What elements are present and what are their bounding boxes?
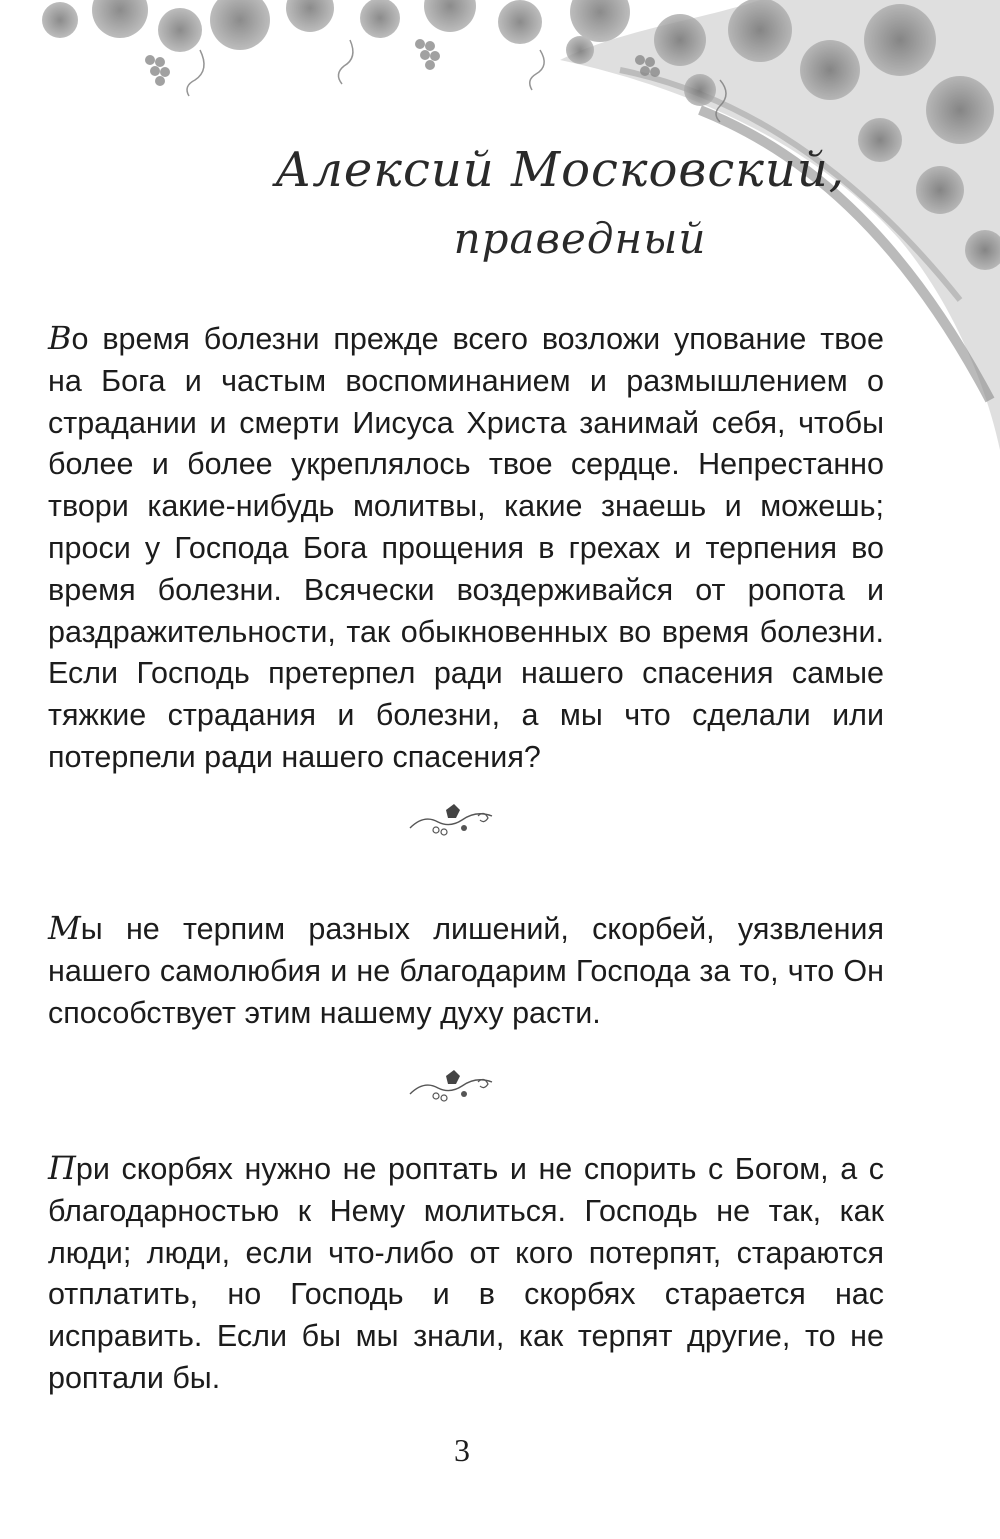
paragraph-3 [48, 1148, 884, 1400]
paragraph-text: о время болезни прежде всего возложи упование твое на Бога и частым воспоминанием и размышлением о страдании и смерти Иисуса Христа занимай себя, чтобы более и более укреплялось твое сердце. Непрестанно твори какие-нибудь молитвы, какие знаешь и можешь; проси у Господа Бога прощения в грехах и терпения во время болезни. Всячески воздерживайся от ропота и раздражительности, так обыкновенных во время болезни. Если Господь претерпел ради нашего спасения самые тяжкие страдания и болезни, а мы что сделали или потерпели ради нашего спасения? [48, 322, 884, 774]
paragraph-initial: П [48, 1149, 76, 1187]
paragraph-text: ри скорбях нужно не роптать и не спорить с Богом, а с благодарностью к Нему молиться. Господь не так, как люди; люди, если что-либо от кого потерпят, стараются отплатить, но Господь и в скорбях старается нас исправить. Если бы мы знали, как терпят другие, то не роптали бы. [48, 1152, 884, 1395]
title-line-1: Алексий Московский, [274, 142, 845, 198]
vine-flourish-icon [406, 1066, 506, 1106]
paragraph-initial: М [48, 909, 81, 947]
paragraph-initial: В [48, 319, 72, 357]
paragraph-2 [48, 908, 884, 1034]
vine-flourish-icon [406, 800, 506, 840]
title-line-2: праведный [453, 214, 707, 263]
paragraph-text: ы не терпим разных лишений, скорбей, уязвления нашего самолюбия и не благодарим Господа за то, что Он способствует этим нашему духу расти. [48, 912, 884, 1030]
paragraph-1 [48, 318, 884, 779]
page-number: 3 [454, 1432, 470, 1468]
